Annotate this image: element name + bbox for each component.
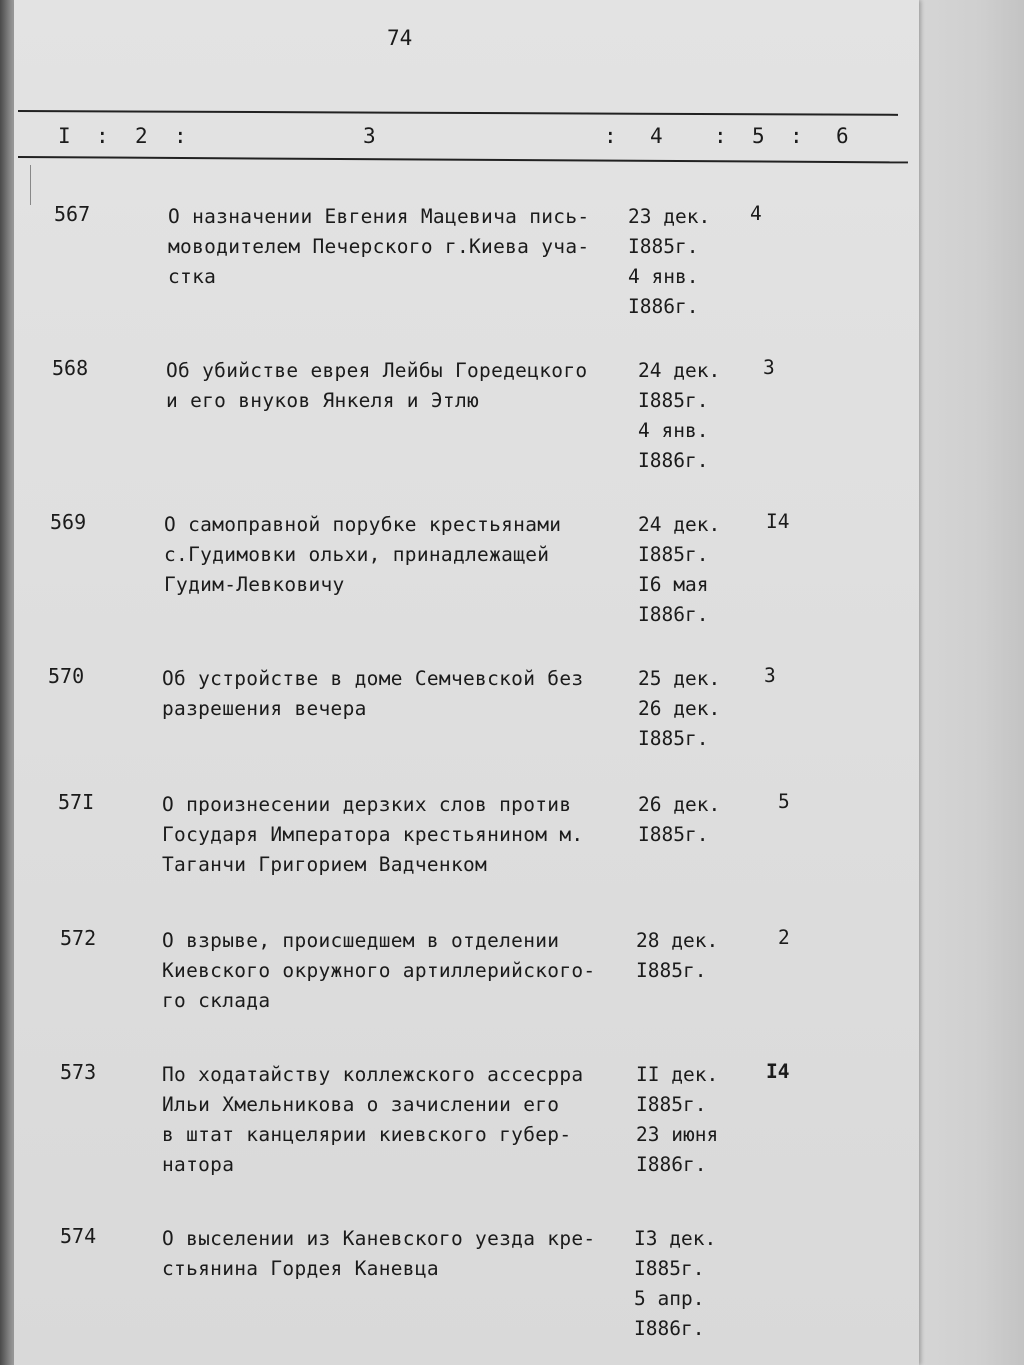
title-line: По ходатайству коллежского ассесрра (162, 1063, 584, 1086)
title-line: О самоправной порубке крестьянами (164, 513, 562, 536)
document-page (14, 0, 919, 1365)
date-line: I885г. (638, 543, 709, 566)
title-line: Ильи Хмельникова о зачислении его (162, 1093, 560, 1116)
title-line: в штат канцелярии киевского губер- (162, 1123, 572, 1146)
title-line: Таганчи Григорием Вадченком (162, 853, 488, 876)
underlying-page (914, 0, 1024, 1365)
entry-dates (638, 790, 748, 850)
entry-sheets: 3 (763, 356, 775, 379)
date-line: I885г. (638, 389, 709, 412)
date-line: 4 янв. (628, 265, 699, 288)
entry-number: 570 (48, 664, 85, 688)
date-line: I885г. (638, 727, 709, 750)
title-line: стьянина Гордея Каневца (162, 1257, 439, 1280)
title-line: Киевского окружного артиллерийского- (162, 959, 596, 982)
entry-number: 57I (58, 790, 95, 814)
date-line: I886г. (636, 1153, 707, 1176)
title-line: Государя Императора крестьянином м. (162, 823, 584, 846)
column-header-6: 6 (836, 124, 849, 148)
date-line: 23 июня (636, 1123, 719, 1146)
date-line: I886г. (638, 449, 709, 472)
date-line: II дек. (636, 1063, 719, 1086)
title-line: с.Гудимовки ольхи, принадлежащей (164, 543, 550, 566)
entry-title (162, 790, 632, 880)
date-line: I886г. (634, 1317, 705, 1340)
column-header-3: 3 (363, 124, 376, 148)
entry-title (162, 664, 632, 724)
date-line: 24 дек. (638, 513, 721, 536)
header-rule-top (18, 110, 898, 116)
entry-number: 574 (60, 1224, 97, 1248)
entry-title (164, 510, 634, 600)
column-separator: : (96, 124, 109, 148)
entry-dates (634, 1224, 744, 1344)
entry-sheets: 5 (778, 790, 790, 813)
entry-dates (636, 926, 746, 986)
entry-title (162, 1224, 632, 1284)
title-line: О взрыве, происшедшем в отделении (162, 929, 560, 952)
entry-sheets: I4 (766, 510, 790, 533)
column-separator: : (174, 124, 187, 148)
column-separator: : (714, 124, 727, 148)
entry-number: 568 (52, 356, 89, 380)
entry-number: 573 (60, 1060, 97, 1084)
margin-mark (14, 165, 31, 205)
title-line: натора (162, 1153, 235, 1176)
entry-number: 567 (54, 202, 91, 226)
date-line: I885г. (636, 1093, 707, 1116)
date-line: I885г. (628, 235, 699, 258)
column-separator: : (790, 124, 803, 148)
entry-dates (638, 510, 748, 630)
date-line: 25 дек. (638, 667, 721, 690)
title-line: О выселении из Каневского уезда кре- (162, 1227, 596, 1250)
title-line: Гудим-Левковичу (164, 573, 345, 596)
entry-title (166, 356, 636, 416)
date-line: 26 дек. (638, 793, 721, 816)
date-line: I885г. (638, 823, 709, 846)
title-line: О назначении Евгения Мацевича пись- (168, 205, 590, 228)
column-separator: : (604, 124, 617, 148)
entry-title (162, 1060, 632, 1180)
date-line: I3 дек. (634, 1227, 717, 1250)
date-line: I886г. (628, 295, 699, 318)
entry-title (168, 202, 638, 292)
header-rule-bottom (18, 156, 908, 163)
date-line: 4 янв. (638, 419, 709, 442)
title-line: моводителем Печерского г.Киева уча- (168, 235, 590, 258)
column-header-1: I (58, 124, 71, 148)
date-line: I6 мая (638, 573, 709, 596)
title-line: стка (168, 265, 217, 288)
date-line: I886г. (638, 603, 709, 626)
entry-dates (628, 202, 738, 322)
date-line: I885г. (634, 1257, 705, 1280)
date-line: 24 дек. (638, 359, 721, 382)
entry-title (162, 926, 632, 1016)
entry-number: 572 (60, 926, 97, 950)
entry-sheets: 3 (764, 664, 776, 687)
title-line: Об устройстве в доме Семчевской без (162, 667, 584, 690)
title-line: Об убийстве еврея Лейбы Горедецкого (166, 359, 588, 382)
date-line: 23 дек. (628, 205, 711, 228)
date-line: 28 дек. (636, 929, 719, 952)
title-line: разрешения вечера (162, 697, 367, 720)
entry-dates (638, 356, 748, 476)
column-header-5: 5 (752, 124, 765, 148)
entry-dates (638, 664, 748, 754)
entry-sheets: 2 (778, 926, 790, 949)
entry-number: 569 (50, 510, 87, 534)
column-header-2: 2 (135, 124, 148, 148)
date-line: 5 апр. (634, 1287, 705, 1310)
entry-sheets: I4 (766, 1060, 790, 1083)
date-line: I885г. (636, 959, 707, 982)
page-number: 74 (387, 26, 413, 50)
title-line: О произнесении дерзких слов против (162, 793, 572, 816)
column-header-4: 4 (650, 124, 663, 148)
date-line: 26 дек. (638, 697, 721, 720)
entry-dates (636, 1060, 746, 1180)
title-line: го склада (162, 989, 271, 1012)
title-line: и его внуков Янкеля и Этлю (166, 389, 480, 412)
entry-sheets: 4 (750, 202, 762, 225)
